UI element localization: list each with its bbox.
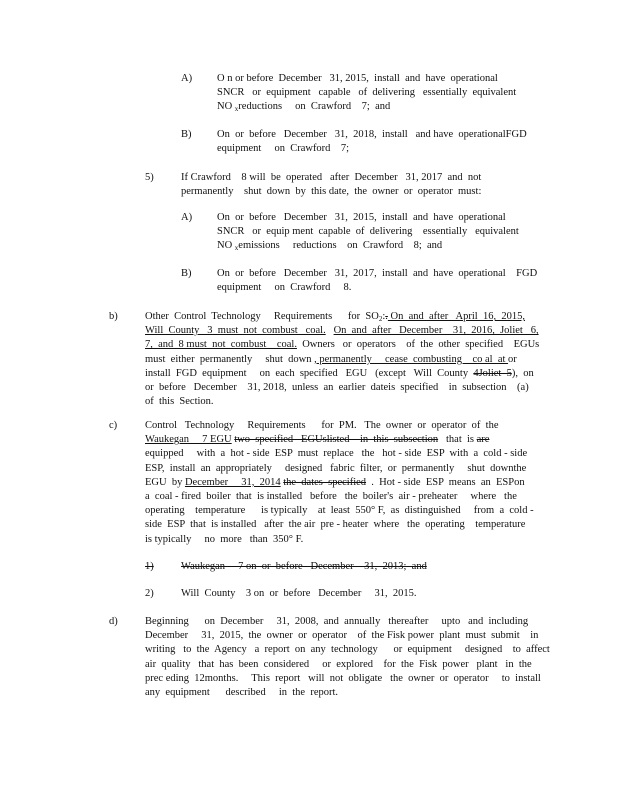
text-run: EGU by	[145, 476, 185, 488]
text-line	[145, 518, 534, 532]
text-run: or before December 31, 2018, unless an earlier dateis specified in subsection (a)	[145, 382, 529, 394]
paragraph-c2	[181, 587, 417, 601]
text-run: On or before December 31, 2018, install and have operationalFGD	[217, 129, 527, 140]
text-run: On or before December 31, 2017, install and have operational FGD	[217, 268, 538, 279]
text-line	[145, 672, 550, 686]
text-line	[217, 100, 516, 114]
text-run: equipment on Crawford 8.	[217, 282, 352, 294]
text-run: December 31, 2015, the owner or operator of the Fisk power plant must submit in	[145, 630, 539, 642]
text-line	[145, 381, 539, 395]
text-run: emissions reductions on Crawford 8; and	[238, 240, 443, 252]
item-label: A)	[181, 212, 193, 223]
item-label: A)	[181, 73, 193, 84]
text-run: If Crawford 8 will be operated after December 31, 2017 and not	[181, 172, 482, 183]
text-run: Will County 3 must not combust coal.	[145, 325, 326, 337]
text-run: Waukegan 7 EGU	[145, 434, 232, 446]
text-run: :	[382, 311, 386, 322]
text-run: O n or before December 31, 2015, install and have operational	[217, 73, 498, 84]
text-line	[181, 171, 481, 185]
text-line	[217, 239, 519, 253]
paragraph-b	[145, 310, 539, 409]
text-line	[145, 504, 534, 518]
text-run: Beginning on December 31, 2008, and annually thereafter upto and including	[145, 616, 529, 627]
text-run: , permanently cease combusting co al at	[314, 353, 509, 365]
item-label: d)	[109, 616, 118, 627]
text-run	[326, 325, 334, 336]
text-run: side ESP that is installed after the air pre - heater where the operating temperature	[145, 519, 526, 531]
text-line	[145, 433, 534, 447]
paragraph-d	[145, 615, 550, 700]
text-run: Waukegan 7 on or before December 31, 2013; and	[181, 561, 427, 572]
text-run: any equipment described in the report.	[145, 687, 339, 699]
text-run: December 31, 2014	[184, 476, 281, 488]
paragraph-5	[181, 171, 481, 199]
text-run: prec eding 12months. This report will not obligate the owner or operator to install	[145, 672, 541, 684]
text-run: NO	[217, 240, 235, 252]
text-line	[145, 629, 550, 643]
text-line	[145, 338, 539, 352]
text-run: ESP, install an appropriately designed fabric filter, or permanently shut downthe	[145, 462, 527, 474]
paragraph-5A	[217, 211, 519, 254]
text-run: equipment on Crawford 7;	[217, 143, 350, 155]
text-line	[217, 211, 519, 225]
text-run: 7, and 8 must not combust coal.	[145, 339, 297, 351]
text-run: a coal - fired boiler that is installed before the boiler's air - preheater where the	[145, 491, 517, 503]
text-line	[145, 324, 539, 338]
text-line	[217, 267, 537, 281]
text-run: of this Section.	[145, 396, 214, 408]
item-label: 1)	[145, 561, 154, 572]
paragraph-c1	[181, 560, 427, 574]
item-label: b)	[109, 311, 118, 322]
text-run: On and after April 16, 2015,	[387, 311, 525, 322]
text-run: On or before December 31, 2015, install and have operational	[217, 212, 506, 223]
text-line	[181, 587, 417, 601]
text-line	[145, 533, 534, 547]
text-run: are	[476, 434, 490, 446]
text-run: 4Joliet 5	[473, 367, 512, 379]
text-line	[217, 142, 527, 156]
item-label: 5)	[145, 172, 154, 183]
text-run: On and after December 31, 2016, Joliet 6,	[333, 325, 539, 337]
text-run: reductions on Crawford 7; and	[238, 101, 391, 113]
text-line	[145, 615, 550, 629]
item-label: B)	[181, 129, 192, 140]
text-line	[217, 225, 519, 239]
paragraph-4A	[217, 72, 516, 115]
text-run: operating temperature is typically at least 550° F, as distinguished from a cold -	[145, 505, 534, 517]
text-line	[145, 476, 534, 490]
text-line	[145, 367, 539, 381]
text-run: . Hot - side ESP means an ESPon	[366, 476, 525, 488]
text-line	[145, 658, 550, 672]
text-line	[145, 395, 539, 409]
text-line	[217, 281, 537, 295]
text-line	[217, 86, 516, 100]
text-run: Control Technology Requirements for PM. The owner or operator of the	[145, 420, 499, 431]
text-run: equipped with a hot - side ESP must replace the hot - side ESP with a cold - side	[145, 448, 528, 460]
text-run: two specified EGUslisted in this subsection	[234, 434, 439, 446]
text-line	[145, 686, 550, 700]
text-line	[145, 447, 534, 461]
text-run: ), on	[511, 367, 534, 379]
text-run: is typically no more than 350° F.	[145, 533, 304, 545]
text-line	[181, 560, 427, 574]
text-run: or	[508, 353, 517, 365]
text-run: Other Control Technology Requirements for SO	[145, 311, 379, 322]
text-run: 2	[378, 315, 383, 323]
item-label: B)	[181, 268, 192, 279]
text-run: Owners or operators of the other specified EGUs	[296, 339, 540, 351]
text-run: must either permanently shut down	[145, 353, 315, 365]
text-line	[145, 643, 550, 657]
text-line	[145, 462, 534, 476]
item-label: c)	[109, 420, 118, 431]
text-run: the dates specified	[283, 476, 367, 488]
text-run: SNCR or equipment capable of delivering essentially equivalent	[217, 87, 517, 99]
text-run: .	[385, 311, 388, 322]
text-run: x	[234, 105, 239, 114]
text-line	[217, 72, 516, 86]
text-line	[145, 419, 534, 433]
text-run: NO	[217, 101, 235, 113]
text-line	[145, 310, 539, 324]
text-run: x	[234, 244, 239, 253]
text-line	[217, 128, 527, 142]
text-run: install FGD equipment on each specified EGU (except Will County	[145, 367, 474, 379]
text-run: SNCR or equip ment capable of delivering essentially equivalent	[217, 226, 519, 238]
paragraph-5B	[217, 267, 537, 295]
text-run: air quality that has been considered or explored for the Fisk power plant in the	[145, 658, 532, 670]
text-line	[145, 490, 534, 504]
paragraph-c	[145, 419, 534, 547]
item-label: 2)	[145, 588, 154, 599]
text-run: permanently shut down by this date, the owner or operator must:	[181, 186, 482, 198]
paragraph-4B	[217, 128, 527, 156]
text-line	[181, 185, 481, 199]
text-run: Will County 3 on or before December 31, 2015.	[181, 588, 417, 599]
text-run: writing to the Agency a report on any technology or equipment designed to affect	[145, 644, 550, 656]
text-line	[145, 353, 539, 367]
text-run: that is	[438, 434, 477, 446]
